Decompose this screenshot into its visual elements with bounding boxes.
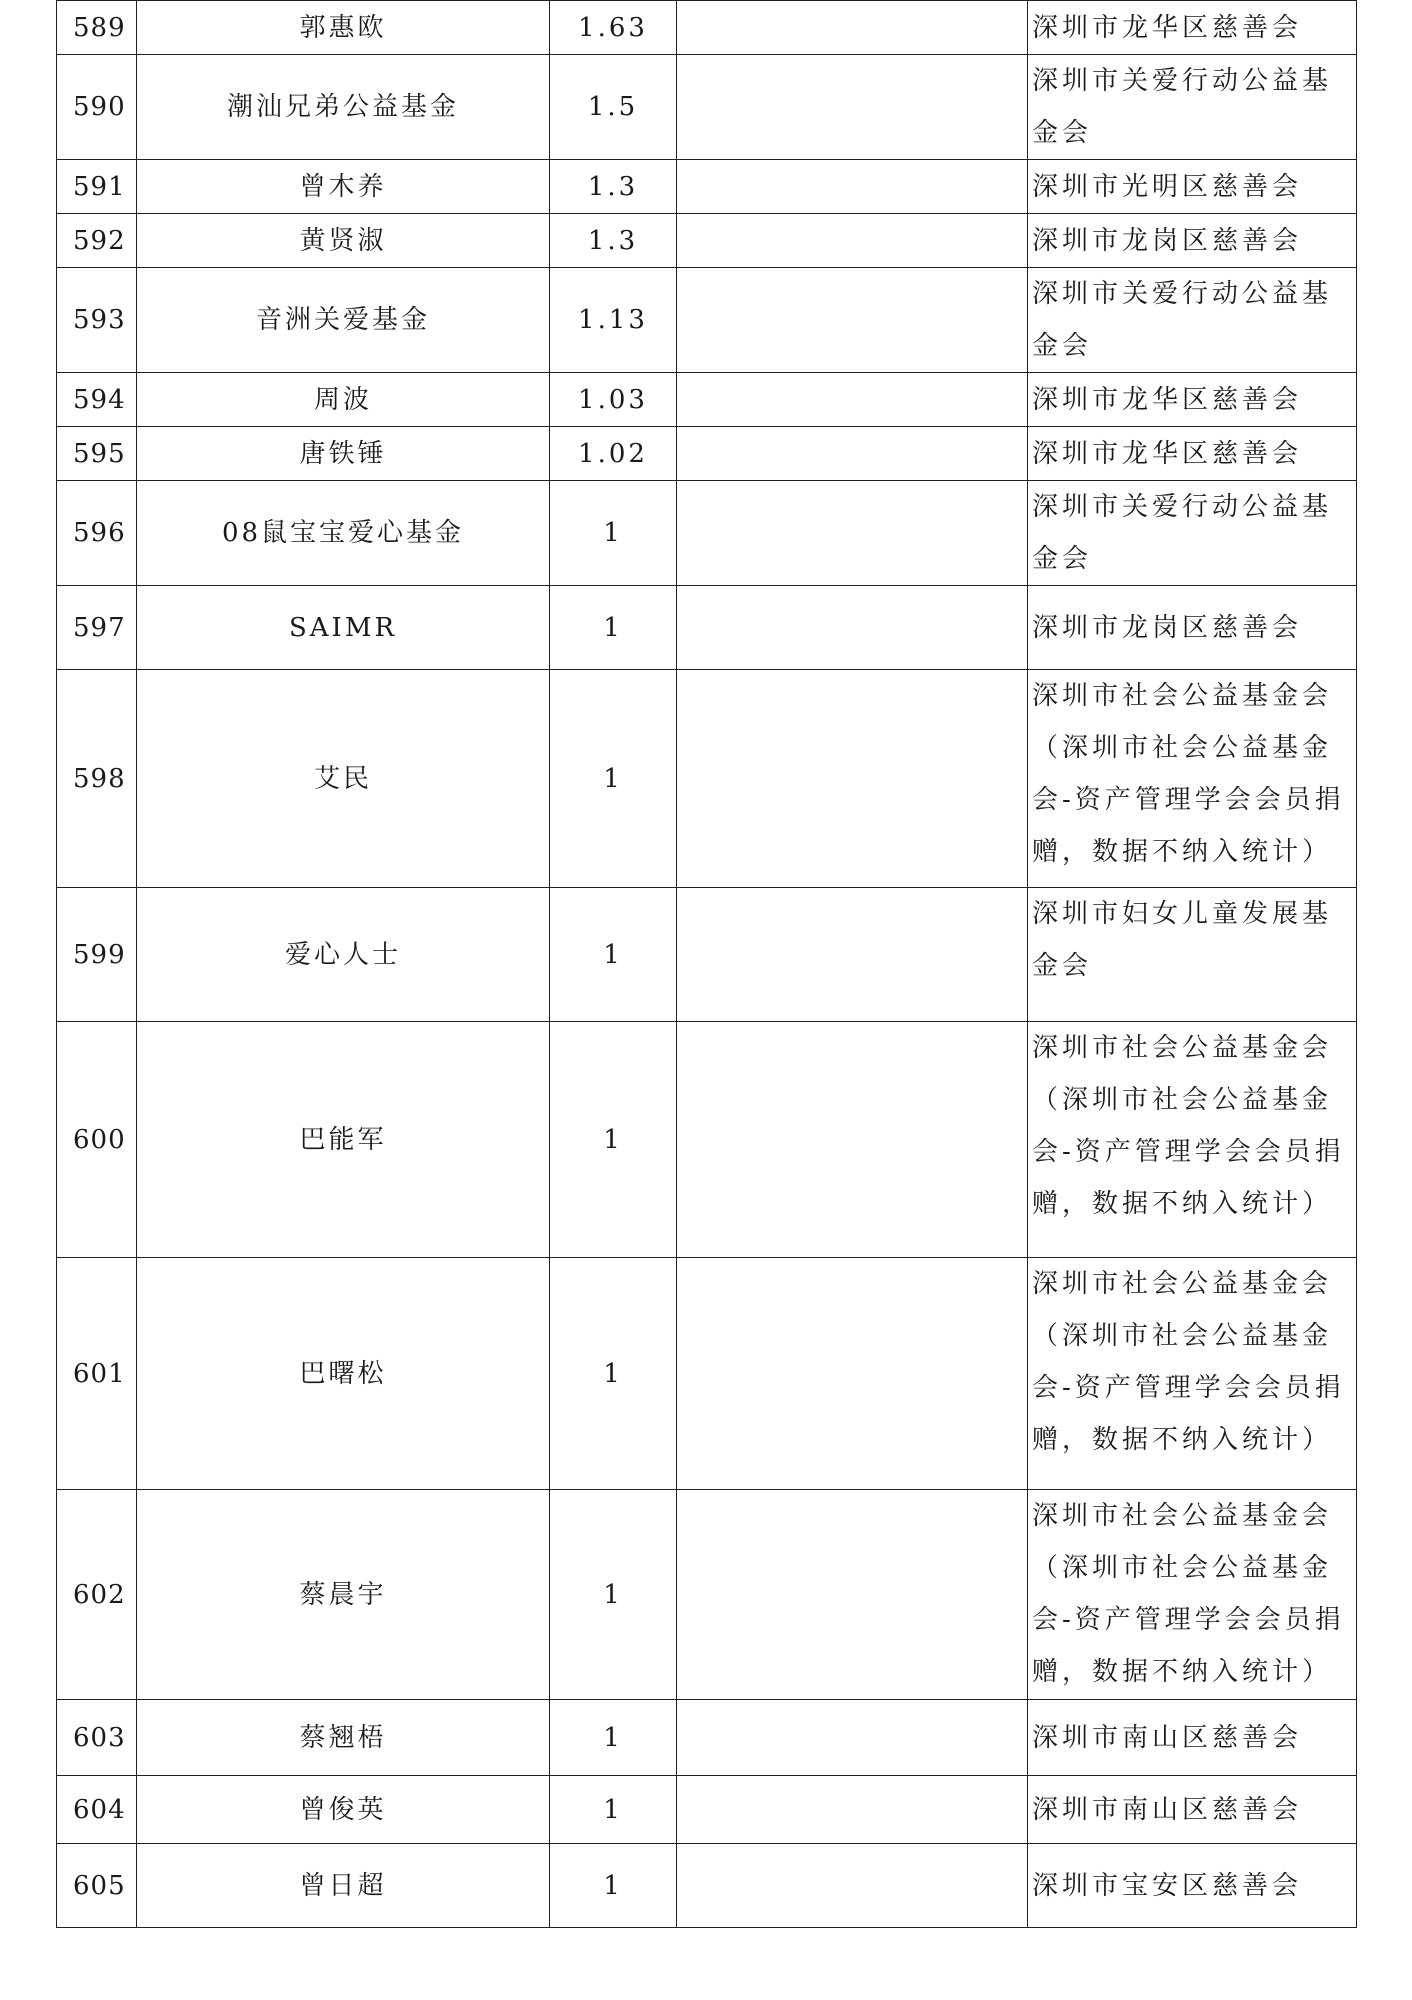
donation-amount: 1 [550,888,677,1022]
recipient-organization: 深圳市社会公益基金会（深圳市社会公益基金会-资产管理学会会员捐赠，数据不纳入统计） [1028,670,1357,888]
donation-amount: 1 [550,1844,677,1928]
table-row [57,1776,1357,1844]
donor-name: 曾木养 [137,160,550,214]
recipient-organization: 深圳市社会公益基金会（深圳市社会公益基金会-资产管理学会会员捐赠，数据不纳入统计） [1028,1258,1357,1490]
row-number: 591 [57,160,137,214]
donor-name: 蔡晨宇 [137,1490,550,1700]
recipient-organization: 深圳市关爱行动公益基金会 [1028,55,1357,160]
blank-cell [677,1022,1028,1258]
blank-cell [677,1776,1028,1844]
table-row [57,1700,1357,1776]
table-row [57,481,1357,586]
blank-cell [677,1700,1028,1776]
table-row [57,670,1357,888]
row-number: 589 [57,1,137,55]
donation-amount: 1 [550,1700,677,1776]
donor-name: 潮汕兄弟公益基金 [137,55,550,160]
recipient-organization: 深圳市宝安区慈善会 [1028,1844,1357,1928]
recipient-organization: 深圳市龙华区慈善会 [1028,427,1357,481]
row-number: 596 [57,481,137,586]
table-row [57,1022,1357,1258]
donor-name: 08鼠宝宝爱心基金 [137,481,550,586]
blank-cell [677,1490,1028,1700]
blank-cell [677,160,1028,214]
donation-amount: 1.63 [550,1,677,55]
row-number: 594 [57,373,137,427]
row-number: 601 [57,1258,137,1490]
recipient-organization: 深圳市龙岗区慈善会 [1028,214,1357,268]
donation-amount: 1.5 [550,55,677,160]
donor-name: 曾俊英 [137,1776,550,1844]
donation-amount: 1.13 [550,268,677,373]
donation-amount: 1 [550,1776,677,1844]
donor-name: 巴能军 [137,1022,550,1258]
row-number: 600 [57,1022,137,1258]
table-row [57,55,1357,160]
row-number: 597 [57,586,137,670]
recipient-organization: 深圳市关爱行动公益基金会 [1028,268,1357,373]
blank-cell [677,670,1028,888]
donation-amount: 1 [550,1022,677,1258]
blank-cell [677,586,1028,670]
donor-name: 蔡翘梧 [137,1700,550,1776]
blank-cell [677,427,1028,481]
donor-name: 唐铁锤 [137,427,550,481]
donation-amount: 1.03 [550,373,677,427]
recipient-organization: 深圳市妇女儿童发展基金会 [1028,888,1357,1022]
row-number: 592 [57,214,137,268]
donor-name: 黄贤淑 [137,214,550,268]
blank-cell [677,373,1028,427]
blank-cell [677,481,1028,586]
recipient-organization: 深圳市社会公益基金会（深圳市社会公益基金会-资产管理学会会员捐赠，数据不纳入统计） [1028,1490,1357,1700]
donation-amount: 1 [550,1258,677,1490]
row-number: 590 [57,55,137,160]
table-row [57,1844,1357,1928]
recipient-organization: 深圳市南山区慈善会 [1028,1776,1357,1844]
recipient-organization: 深圳市龙华区慈善会 [1028,373,1357,427]
row-number: 605 [57,1844,137,1928]
blank-cell [677,268,1028,373]
recipient-organization: 深圳市光明区慈善会 [1028,160,1357,214]
blank-cell [677,1,1028,55]
donor-name: 曾日超 [137,1844,550,1928]
blank-cell [677,888,1028,1022]
donor-name: 爱心人士 [137,888,550,1022]
row-number: 598 [57,670,137,888]
donor-name: 艾民 [137,670,550,888]
donation-table [56,0,1357,1928]
recipient-organization: 深圳市社会公益基金会（深圳市社会公益基金会-资产管理学会会员捐赠，数据不纳入统计） [1028,1022,1357,1258]
table-row [57,1490,1357,1700]
table-row [57,586,1357,670]
row-number: 599 [57,888,137,1022]
table-row [57,1,1357,55]
donation-amount: 1.3 [550,160,677,214]
donor-name: 郭惠欧 [137,1,550,55]
table-row [57,160,1357,214]
donation-amount: 1.3 [550,214,677,268]
recipient-organization: 深圳市关爱行动公益基金会 [1028,481,1357,586]
blank-cell [677,1258,1028,1490]
recipient-organization: 深圳市龙岗区慈善会 [1028,586,1357,670]
donation-table-body [57,1,1357,1928]
table-row [57,373,1357,427]
table-row [57,888,1357,1022]
donation-amount: 1.02 [550,427,677,481]
row-number: 603 [57,1700,137,1776]
row-number: 602 [57,1490,137,1700]
donation-amount: 1 [550,586,677,670]
row-number: 593 [57,268,137,373]
recipient-organization: 深圳市龙华区慈善会 [1028,1,1357,55]
blank-cell [677,1844,1028,1928]
blank-cell [677,214,1028,268]
donation-amount: 1 [550,1490,677,1700]
table-row [57,1258,1357,1490]
donation-amount: 1 [550,670,677,888]
donor-name: 音洲关爱基金 [137,268,550,373]
row-number: 604 [57,1776,137,1844]
table-row [57,427,1357,481]
donation-amount: 1 [550,481,677,586]
row-number: 595 [57,427,137,481]
donor-name: 巴曙松 [137,1258,550,1490]
blank-cell [677,55,1028,160]
table-row [57,214,1357,268]
donor-name: SAIMR [137,586,550,670]
table-row [57,268,1357,373]
donor-name: 周波 [137,373,550,427]
recipient-organization: 深圳市南山区慈善会 [1028,1700,1357,1776]
